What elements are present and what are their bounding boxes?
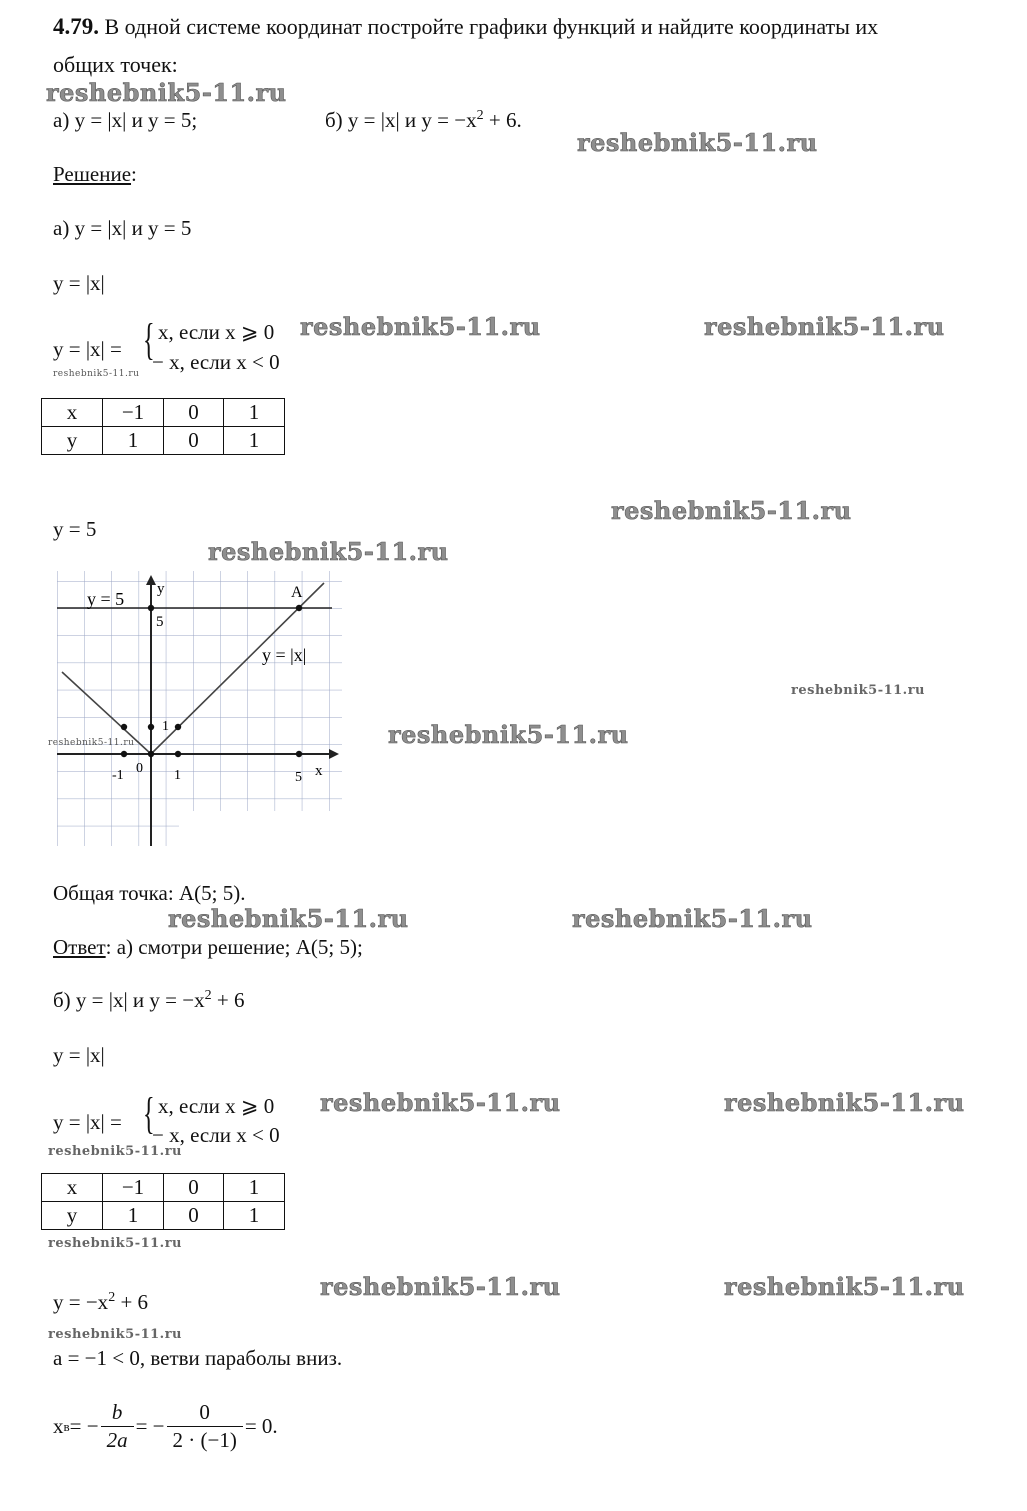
part-b-func: y = |x| <box>53 1043 105 1067</box>
part-b-heading <box>53 988 244 1013</box>
part-b-case-1: x, если x ⩾ 0 <box>158 1094 275 1118</box>
watermark: reshebnik5-11.ru <box>577 128 818 157</box>
part-a-case-2: − x, если x < 0 <box>152 350 280 374</box>
label-y5: y = 5 <box>87 589 125 609</box>
watermark: reshebnik5-11.ru <box>208 537 449 566</box>
graph-point <box>175 724 181 730</box>
problem-part-b-tail: + 6. <box>483 108 522 132</box>
watermark: reshebnik5-11.ru <box>53 369 140 379</box>
table-row <box>42 1202 285 1230</box>
frac2-num: 0 <box>199 1400 210 1424</box>
tick-origin: 0 <box>136 761 143 776</box>
part-b-piecewise-lhs: y = |x| = <box>53 1110 122 1134</box>
watermark: reshebnik5-11.ru <box>320 1088 561 1117</box>
solution-heading <box>53 162 137 187</box>
table-cell: 1 <box>103 427 164 455</box>
problem-line-2: общих точек: <box>53 52 178 77</box>
part-b-parabola <box>53 1290 148 1315</box>
part-b-value-table <box>41 1173 285 1230</box>
part-a-case-1: x, если x ⩾ 0 <box>158 320 275 344</box>
part-a-value-table <box>41 398 285 455</box>
watermark: reshebnik5-11.ru <box>724 1272 965 1301</box>
part-a-piecewise-lhs: y = |x| = <box>53 337 122 361</box>
watermark: reshebnik5-11.ru <box>791 683 926 698</box>
table-cell: 0 <box>164 1202 224 1230</box>
part-a-common-point: Общая точка: A(5; 5). <box>53 881 246 905</box>
table-cell: x <box>42 1174 103 1202</box>
problem-text: В одной системе координат постройте графики функций и найдите координаты их <box>104 14 879 39</box>
parabola-text: y = −x <box>53 1290 109 1314</box>
problem-part-b <box>325 108 522 133</box>
label-y-axis: y <box>157 581 165 597</box>
part-a-line-y5: y = 5 <box>53 517 97 541</box>
vertex-formula <box>53 1400 278 1453</box>
table-cell: 1 <box>224 1202 285 1230</box>
part-b-case-2: − x, если x < 0 <box>152 1123 280 1147</box>
vertex-lhs: x <box>53 1414 64 1438</box>
graph-point <box>121 751 127 757</box>
table-row <box>42 399 285 427</box>
vertex-eq1: = − <box>69 1414 99 1438</box>
problem-part-b-exp: 2 <box>476 108 484 123</box>
solution-label: Решение <box>53 162 132 186</box>
watermark: reshebnik5-11.ru <box>388 720 629 749</box>
table-cell: −1 <box>103 399 164 427</box>
watermark: reshebnik5-11.ru <box>724 1088 965 1117</box>
table-cell: 0 <box>164 1174 224 1202</box>
part-b-branches: a = −1 < 0, ветви параболы вниз. <box>53 1346 343 1370</box>
tick-5-x: 5 <box>295 770 302 785</box>
watermark: reshebnik5-11.ru <box>168 904 409 933</box>
table-cell: −1 <box>103 1174 164 1202</box>
watermark: reshebnik5-11.ru <box>320 1272 561 1301</box>
part-a-heading: а) y = |x| и y = 5 <box>53 216 192 240</box>
table-cell: x <box>42 399 103 427</box>
frac-0-over-denominator <box>167 1400 243 1453</box>
answer-text: : а) смотри решение; A(5; 5); <box>105 935 363 959</box>
graph-point <box>148 724 154 730</box>
solution-colon: : <box>131 162 137 186</box>
graph-point <box>148 605 154 611</box>
table-cell: y <box>42 1202 103 1230</box>
graph-point <box>121 724 127 730</box>
frac1-den: 2a <box>101 1426 134 1453</box>
graph-abs-and-line <box>57 571 342 846</box>
watermark: reshebnik5-11.ru <box>46 78 287 107</box>
part-b-heading-exp: 2 <box>204 988 212 1003</box>
frac2-den: 2 · (−1) <box>167 1426 243 1453</box>
table-cell: 1 <box>224 427 285 455</box>
watermark: reshebnik5-11.ru <box>48 1144 183 1159</box>
table-cell: 1 <box>103 1202 164 1230</box>
vertex-result: = 0. <box>244 1414 278 1438</box>
part-b-brace: { <box>143 1089 155 1138</box>
frac1-num: b <box>111 1400 123 1424</box>
tick-minus1-x: -1 <box>112 768 124 783</box>
part-a-func: y = |x| <box>53 271 105 295</box>
tick-1-y: 1 <box>162 719 169 734</box>
label-yabs: y = |x| <box>262 645 307 665</box>
frac-b-over-2a <box>101 1400 134 1453</box>
table-cell: y <box>42 427 103 455</box>
part-a-answer <box>53 935 363 960</box>
tick-1-x: 1 <box>174 768 181 783</box>
graph-point <box>148 751 154 757</box>
part-b-heading-tail: + 6 <box>211 988 245 1012</box>
vertex-sub: в <box>63 1418 70 1434</box>
watermark: reshebnik5-11.ru <box>704 312 945 341</box>
graph-point <box>296 605 302 611</box>
watermark: reshebnik5-11.ru <box>611 496 852 525</box>
answer-label: Ответ <box>53 935 106 959</box>
part-a-brace: { <box>143 315 155 364</box>
graph-point <box>296 751 302 757</box>
label-x-axis: x <box>315 763 323 779</box>
table-cell: 1 <box>224 399 285 427</box>
vertex-eq2: = − <box>135 1414 165 1438</box>
problem-part-a: а) y = |x| и y = 5; <box>53 108 198 132</box>
label-point-a: A <box>291 584 303 601</box>
problem-part-b-text: б) y = |x| и y = −x <box>325 108 477 132</box>
table-row <box>42 427 285 455</box>
watermark: reshebnik5-11.ru <box>48 1236 183 1251</box>
parabola-exp: 2 <box>108 1290 116 1305</box>
watermark: reshebnik5-11.ru <box>300 312 541 341</box>
table-row <box>42 1174 285 1202</box>
watermark: reshebnik5-11.ru <box>48 1327 183 1342</box>
graph-grid-lower <box>57 811 179 846</box>
problem-number: 4.79. <box>53 14 99 39</box>
table-cell: 1 <box>224 1174 285 1202</box>
table-cell: 0 <box>164 399 224 427</box>
tick-5-y: 5 <box>156 614 164 630</box>
part-b-heading-text: б) y = |x| и y = −x <box>53 988 205 1012</box>
watermark: reshebnik5-11.ru <box>572 904 813 933</box>
parabola-tail: + 6 <box>115 1290 149 1314</box>
problem-line-1 <box>53 14 878 40</box>
graph-point <box>175 751 181 757</box>
watermark: reshebnik5-11.ru <box>48 738 135 748</box>
table-cell: 0 <box>164 427 224 455</box>
